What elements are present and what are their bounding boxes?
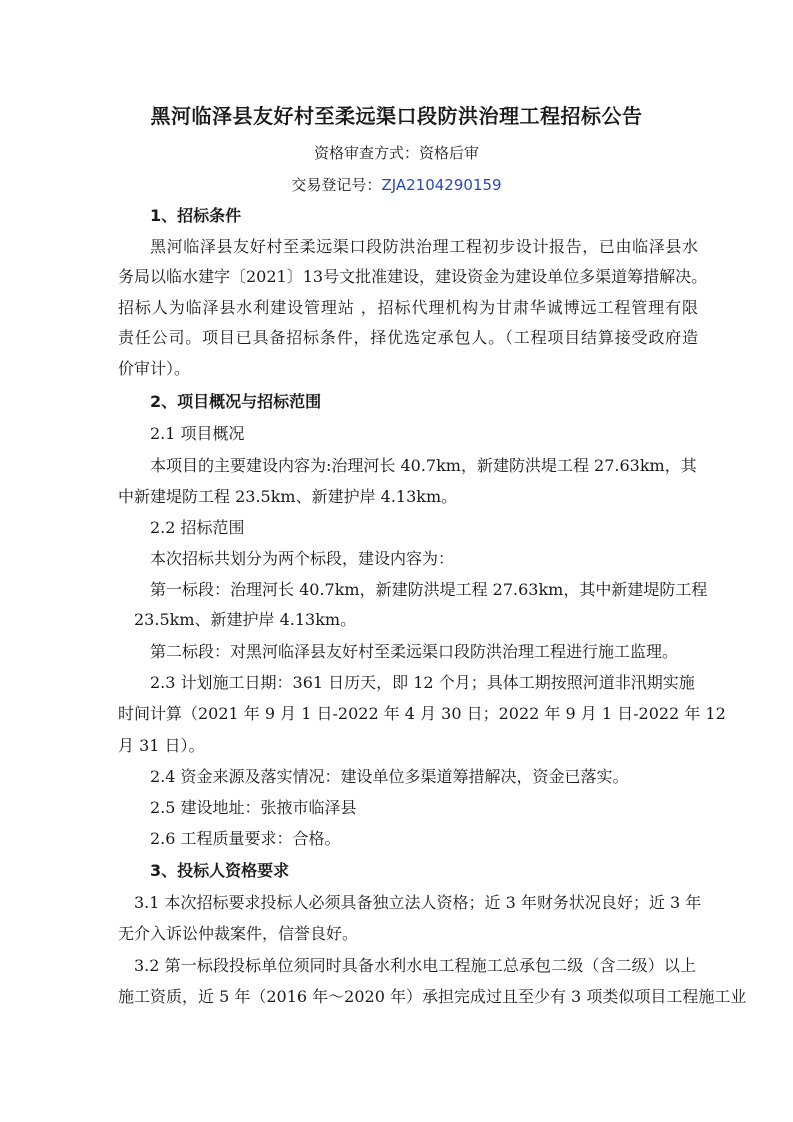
quality-line: 2.6 工程质量要求：合格。 bbox=[150, 829, 341, 848]
section-1-line: 招标人为临泽县水利建设管理站 ，招标代理机构为甘肃华诚博远工程管理有限 bbox=[118, 298, 698, 317]
qualification-3-1-line: 无介入诉讼仲裁案件，信誉良好。 bbox=[118, 924, 359, 943]
project-overview-line: 中新建堤防工程 23.5km、新建护岸 4.13km。 bbox=[118, 487, 458, 506]
project-overview-line: 本项目的主要建设内容为:治理河长 40.7km，新建防洪堤工程 27.63km，其 bbox=[150, 456, 697, 475]
section-1-line: 责任公司。项目已具备招标条件，择优选定承包人。（工程项目结算接受政府造 bbox=[118, 328, 698, 347]
section-1-line: 黑河临泽县友好村至柔远渠口段防洪治理工程初步设计报告，已由临泽县水 bbox=[150, 237, 698, 256]
document-title: 黑河临泽县友好村至柔远渠口段防洪治理工程招标公告 bbox=[150, 104, 643, 128]
section-3-heading: 3、投标人资格要求 bbox=[150, 861, 290, 880]
lot-1-line: 第一标段：治理河长 40.7km，新建防洪堤工程 27.63km，其中新建堤防工程 bbox=[150, 580, 708, 599]
review-method-line bbox=[0, 143, 793, 163]
qualification-3-1-line: 3.1 本次招标要求投标人必须具备独立法人资格；近 3 年财务状况良好；近 3 年 bbox=[134, 893, 702, 912]
section-1-line: 务局以临水建字〔2021〕13号文批准建设，建设资金为建设单位多渠道筹措解决。 bbox=[118, 267, 708, 286]
trade-number-line bbox=[0, 175, 793, 195]
funding-line: 2.4 资金来源及落实情况：建设单位多渠道筹措解决，资金已落实。 bbox=[150, 767, 629, 786]
subsection-2-1-title: 2.1 项目概况 bbox=[150, 424, 245, 443]
review-method-value: 资格后审 bbox=[419, 144, 480, 162]
qualification-3-2-line: 3.2 第一标段投标单位须同时具备水利水电工程施工总承包二级（含二级）以上 bbox=[134, 956, 696, 975]
section-1-line: 价审计）。 bbox=[118, 359, 191, 378]
lot-2-line: 第二标段：对黑河临泽县友好村至柔远渠口段防洪治理工程进行施工监理。 bbox=[150, 642, 679, 661]
location-line: 2.5 建设地址：张掖市临泽县 bbox=[150, 798, 357, 817]
schedule-line: 时间计算（2021 年 9 月 1 日-2022 年 4 月 30 日；2022 年 9 月 1 日-2022 年 12 bbox=[118, 704, 726, 723]
section-1-heading: 1、招标条件 bbox=[150, 206, 242, 225]
schedule-line: 2.3 计划施工日期：361 日历天，即 12 个月；具体工期按照河道非汛期实施 bbox=[150, 673, 695, 692]
schedule-line: 月 31 日）。 bbox=[118, 736, 205, 755]
review-method-label: 资格审查方式： bbox=[313, 144, 419, 162]
qualification-3-2-line: 施工资质，近 5 年（2016 年～2020 年）承担完成过且至少有 3 项类似项目工程施工业 bbox=[118, 987, 747, 1006]
scope-intro: 本次招标共划分为两个标段，建设内容为： bbox=[150, 549, 455, 568]
trade-number-label: 交易登记号： bbox=[291, 176, 382, 194]
trade-number-value: ZJA2104290159 bbox=[381, 176, 502, 194]
subsection-2-2-title: 2.2 招标范围 bbox=[150, 518, 245, 537]
lot-1-line: 23.5km、新建护岸 4.13km。 bbox=[134, 610, 357, 629]
section-2-heading: 2、项目概况与招标范围 bbox=[150, 392, 322, 411]
